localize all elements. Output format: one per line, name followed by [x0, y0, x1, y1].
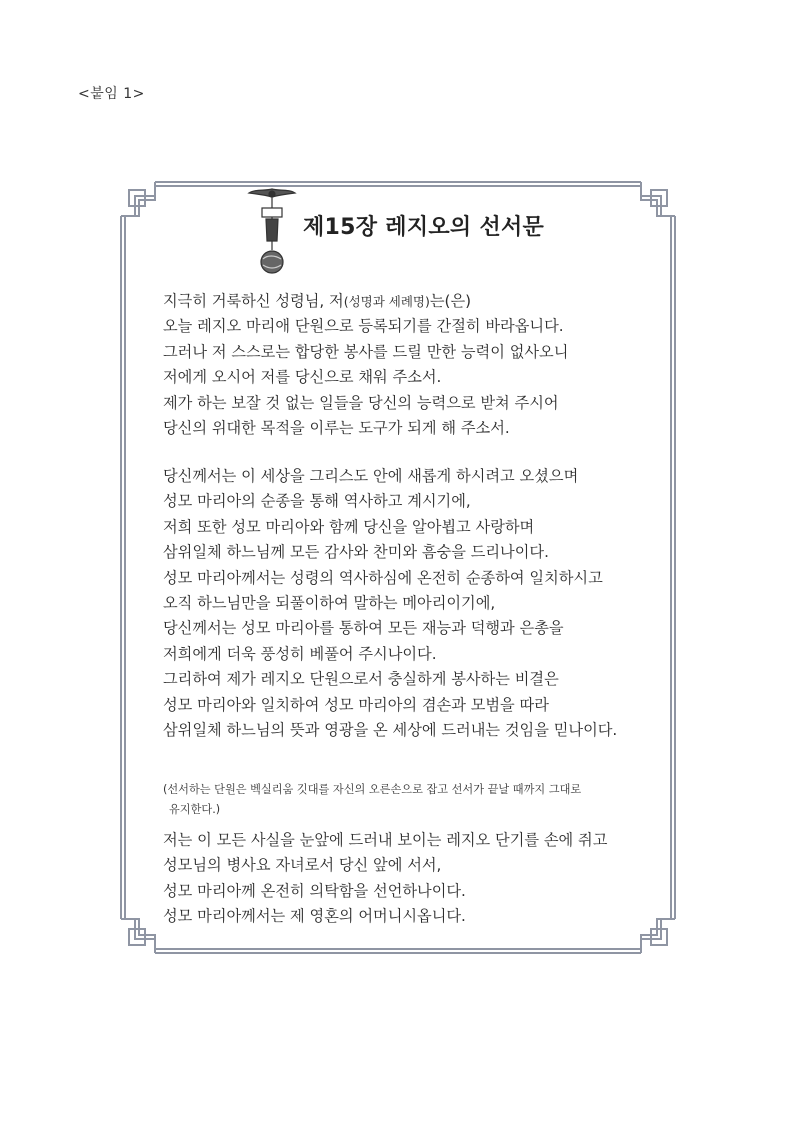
oath-paragraph-2 [163, 464, 617, 743]
paragraph-line: 저는 이 모든 사실을 눈앞에 드러내 보이는 레지오 단기를 손에 쥐고 [163, 831, 608, 849]
paragraph-line: 성모 마리아께서는 제 영혼의 어머니시옵니다. [163, 907, 466, 926]
line-text: 는(은) [429, 292, 472, 310]
vexillum-legionis-icon [247, 185, 297, 275]
paragraph-line: 저희 또한 성모 마리아와 함께 당신을 알아뵙고 사랑하며 [163, 517, 535, 536]
paragraph-line: 그러나 저 스스로는 합당한 봉사를 드릴 만한 능력이 없사오니 [163, 342, 569, 361]
paragraph-line: 오늘 레지오 마리애 단원으로 등록되기를 간절히 바라옵니다. [163, 317, 564, 336]
name-placeholder: (성명과 세례명) [343, 294, 430, 309]
paragraph-line [163, 289, 568, 314]
paragraph-line: 성모님의 병사요 자녀로서 당신 앞에 서서, [163, 856, 442, 875]
paragraph-line: 성모 마리아의 순종을 통해 역사하고 계시기에, [163, 492, 471, 511]
paragraph-line: 성모 마리아께서는 성령의 역사하심에 온전히 순종하여 일치하시고 [163, 568, 603, 587]
paragraph-line: 저희에게 더욱 풍성히 베풀어 주시나이다. [163, 644, 437, 663]
line-text: 지극히 거룩하신 성령님, 저 [163, 292, 344, 310]
note-line: 유지한다.) [169, 803, 221, 816]
rubric-note [163, 780, 581, 820]
paragraph-line: 당신께서는 성모 마리아를 통하여 모든 재능과 덕행과 은총을 [163, 619, 564, 638]
oath-paragraph-3 [163, 828, 607, 930]
paragraph-line: 성모 마리아께 온전히 의탁함을 선언하나이다. [163, 881, 466, 900]
paragraph-line: 당신께서는 이 세상을 그리스도 안에 새롭게 하시려고 오셨으며 [163, 467, 579, 485]
note-line: (선서하는 단원은 벡실리움 깃대를 자신의 오른손으로 잡고 선서가 끝날 때까지 그대로 [163, 783, 582, 796]
paragraph-line: 삼위일체 하느님의 뜻과 영광을 온 세상에 드러내는 것임을 믿나이다. [163, 721, 618, 740]
paragraph-line: 당신의 위대한 목적을 이루는 도구가 되게 해 주소서. [163, 419, 510, 438]
oath-paragraph-1 [163, 289, 568, 441]
page-title: 제15장 레지오의 선서문 [303, 215, 545, 240]
paragraph-line: 그리하여 제가 레지오 단원으로서 충실하게 봉사하는 비결은 [163, 670, 559, 689]
paragraph-line: 오직 하느님만을 되풀이하여 말하는 메아리이기에, [163, 594, 496, 613]
paragraph-line: 성모 마리아와 일치하여 성모 마리아의 겸손과 모범을 따라 [163, 695, 549, 714]
paragraph-line: 삼위일체 하느님께 모든 감사와 찬미와 흠숭을 드리나이다. [163, 543, 549, 562]
paragraph-line: 저에게 오시어 저를 당신으로 채워 주소서. [163, 368, 442, 387]
attachment-label: <붙임 1> [78, 86, 145, 102]
paragraph-line: 제가 하는 보잘 것 없는 일들을 당신의 능력으로 받쳐 주시어 [163, 393, 559, 412]
